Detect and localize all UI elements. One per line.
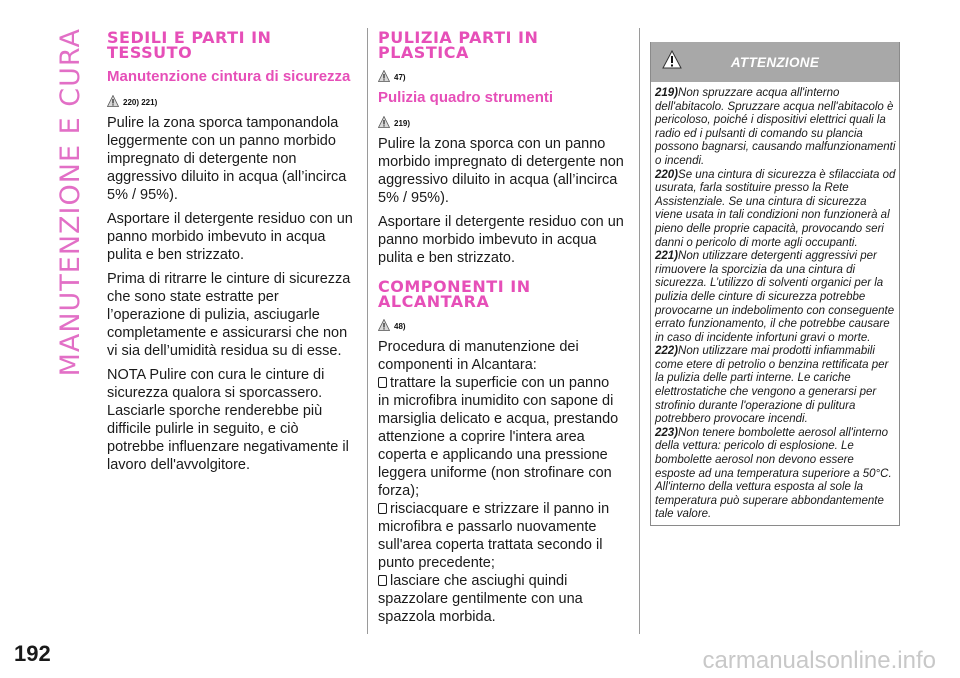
list-item-text: risciacquare e strizzare il panno in microfibra e passarlo nuovamente sull'area coperta trattata secondo il punto precedente; [378, 501, 610, 571]
watermark: carmanualsonline.info [702, 647, 936, 674]
chapter-title: MANUTENZIONE E CURA [54, 28, 86, 377]
reference-numbers: 48) [394, 322, 406, 331]
warning-number: 222) [655, 345, 679, 358]
bullet-box-icon [378, 503, 387, 514]
warning-triangle-icon [662, 50, 682, 70]
warning-header [651, 42, 899, 82]
paragraph: Pulire la zona sporca tamponandola leggermente con un panno morbido impregnato di detergente non aggressivo diluito in acqua (all’incirca 5% / 95%). [107, 115, 347, 203]
warning-item [655, 87, 896, 169]
bullet-box-icon [378, 377, 387, 388]
warning-reference [378, 317, 624, 331]
reference-numbers: 220) 221) [123, 98, 158, 107]
warning-item [655, 427, 896, 522]
warning-triangle-icon [107, 95, 119, 107]
warning-text: Non utilizzare detergenti aggressivi per rimuovere la sporcizia da una cintura di sicurezza. L’utilizzo di solventi organici per la pulizia delle cinture di sicurezza potrebbe provocarne un indebolimento con conseguente errato funzionamento, il che potrebbe causare in caso di incidente infortuni gravi o morte. [655, 250, 895, 344]
warning-title: ATTENZIONE [730, 54, 820, 70]
warning-list [651, 82, 899, 525]
warning-text: Non tenere bombolette aerosol all'interno della vettura: pericolo di esplosione. Le bombolette aerosol non devono essere esposte ad una temperatura superiore a 50°C. All'interno della vettura esposta al sole la temperatura può superare abbondantemente tale valore. [655, 426, 892, 521]
warning-reference [378, 114, 624, 128]
warning-reference [378, 68, 624, 82]
warning-number: 220) [655, 168, 679, 181]
column-divider-2 [639, 28, 640, 634]
reference-numbers: 47) [394, 73, 406, 82]
warning-text: Non spruzzare acqua all'interno dell'abitacolo. Spruzzare acqua nell'abitacolo è pericoloso, poiché i dispositivi elettrici quali la radio ed i pulsanti di comando su plancia possono bagnarsi, causando malfunzionamenti o incendi. [655, 87, 896, 167]
warning-triangle-icon [378, 319, 390, 331]
column-divider-1 [367, 28, 368, 634]
warning-number: 219) [655, 87, 679, 99]
bullet-box-icon [378, 575, 387, 586]
column-plastic-cleaning [378, 30, 624, 626]
warning-item [655, 250, 896, 345]
paragraph: Asportare il detergente residuo con un panno morbido imbevuto in acqua pulita e ben strizzato. [107, 211, 353, 263]
section-heading-alcantara: COMPONENTI IN ALCANTARA [378, 277, 531, 311]
paragraph: Pulire la zona sporca con un panno morbido impregnato di detergente non aggressivo diluito in acqua (all’incirca 5% / 95%). [378, 136, 624, 206]
list-item [378, 500, 624, 572]
list-item [378, 374, 624, 500]
reference-numbers: 219) [394, 119, 411, 128]
warning-number: 223) [655, 426, 679, 439]
warning-item [655, 345, 896, 427]
warning-box [650, 42, 900, 526]
warning-triangle-icon [378, 116, 390, 128]
warning-item [655, 169, 896, 251]
chapter-side-tab [50, 28, 90, 377]
paragraph: Asportare il detergente residuo con un panno morbido imbevuto in acqua pulita e ben strizzato. [378, 214, 624, 266]
section-heading-seats: SEDILI E PARTI IN TESSUTO [107, 28, 272, 62]
list-item [378, 572, 624, 626]
column-seat-fabrics [107, 30, 353, 480]
column-warnings [650, 42, 898, 526]
paragraph: Prima di ritrarre le cinture di sicurezza che sono state estratte per l’operazione di pulizia, asciugarle completamente e assicurarsi che non vi sia dell’umidità residua su di esse. [107, 271, 351, 359]
list-item-text: trattare la superficie con un panno in microfibra inumidito con sapone di marsiglia delicato e acqua, prestando attenzione a coprire l'intera area coperta e applicando una pressione leggera uniforme (non strofinare con forza); [378, 375, 619, 499]
warning-triangle-icon [378, 70, 390, 82]
warning-number: 221) [655, 250, 679, 263]
warning-text: Non utilizzare mai prodotti infiammabili come etere di petrolio o benzina rettificata per la pulizia delle parti interne. Le cariche elettrostatiche che vengono a generarsi per strofinio durante l'operazione di pulitura potrebbero provocare incendi. [655, 345, 889, 426]
section-heading-plastic: PULIZIA PARTI IN PLASTICA [378, 28, 539, 62]
page-number: 192 [14, 641, 51, 666]
paragraph-intro: Procedura di manutenzione dei componenti in Alcantara: [378, 339, 579, 373]
subheading-seatbelt-maintenance: Manutenzione cintura di sicurezza [107, 68, 351, 85]
warning-text: Se una cintura di sicurezza è sfilacciata od usurata, farla sostituire presso la Rete Assistenziale. Se una cintura di sicurezza viene usata in tali condizioni non funzionerà al pieno delle proprie capacità, provocando seri danni o pericolo di morte agli occupanti. [655, 168, 896, 249]
paragraph-note: NOTA Pulire con cura le cinture di sicurezza qualora si sporcassero. Lasciarle sporche renderebbe più difficile pulirle in seguito, e ciò potrebbe influenzare negativamente il lavoro dell'avvolgitore. [107, 367, 349, 473]
subheading-dashboard-cleaning: Pulizia quadro strumenti [378, 89, 554, 106]
list-item-text: lasciare che asciughi quindi spazzolare gentilmente con una spazzola morbida. [378, 573, 583, 625]
warning-reference [107, 93, 353, 107]
